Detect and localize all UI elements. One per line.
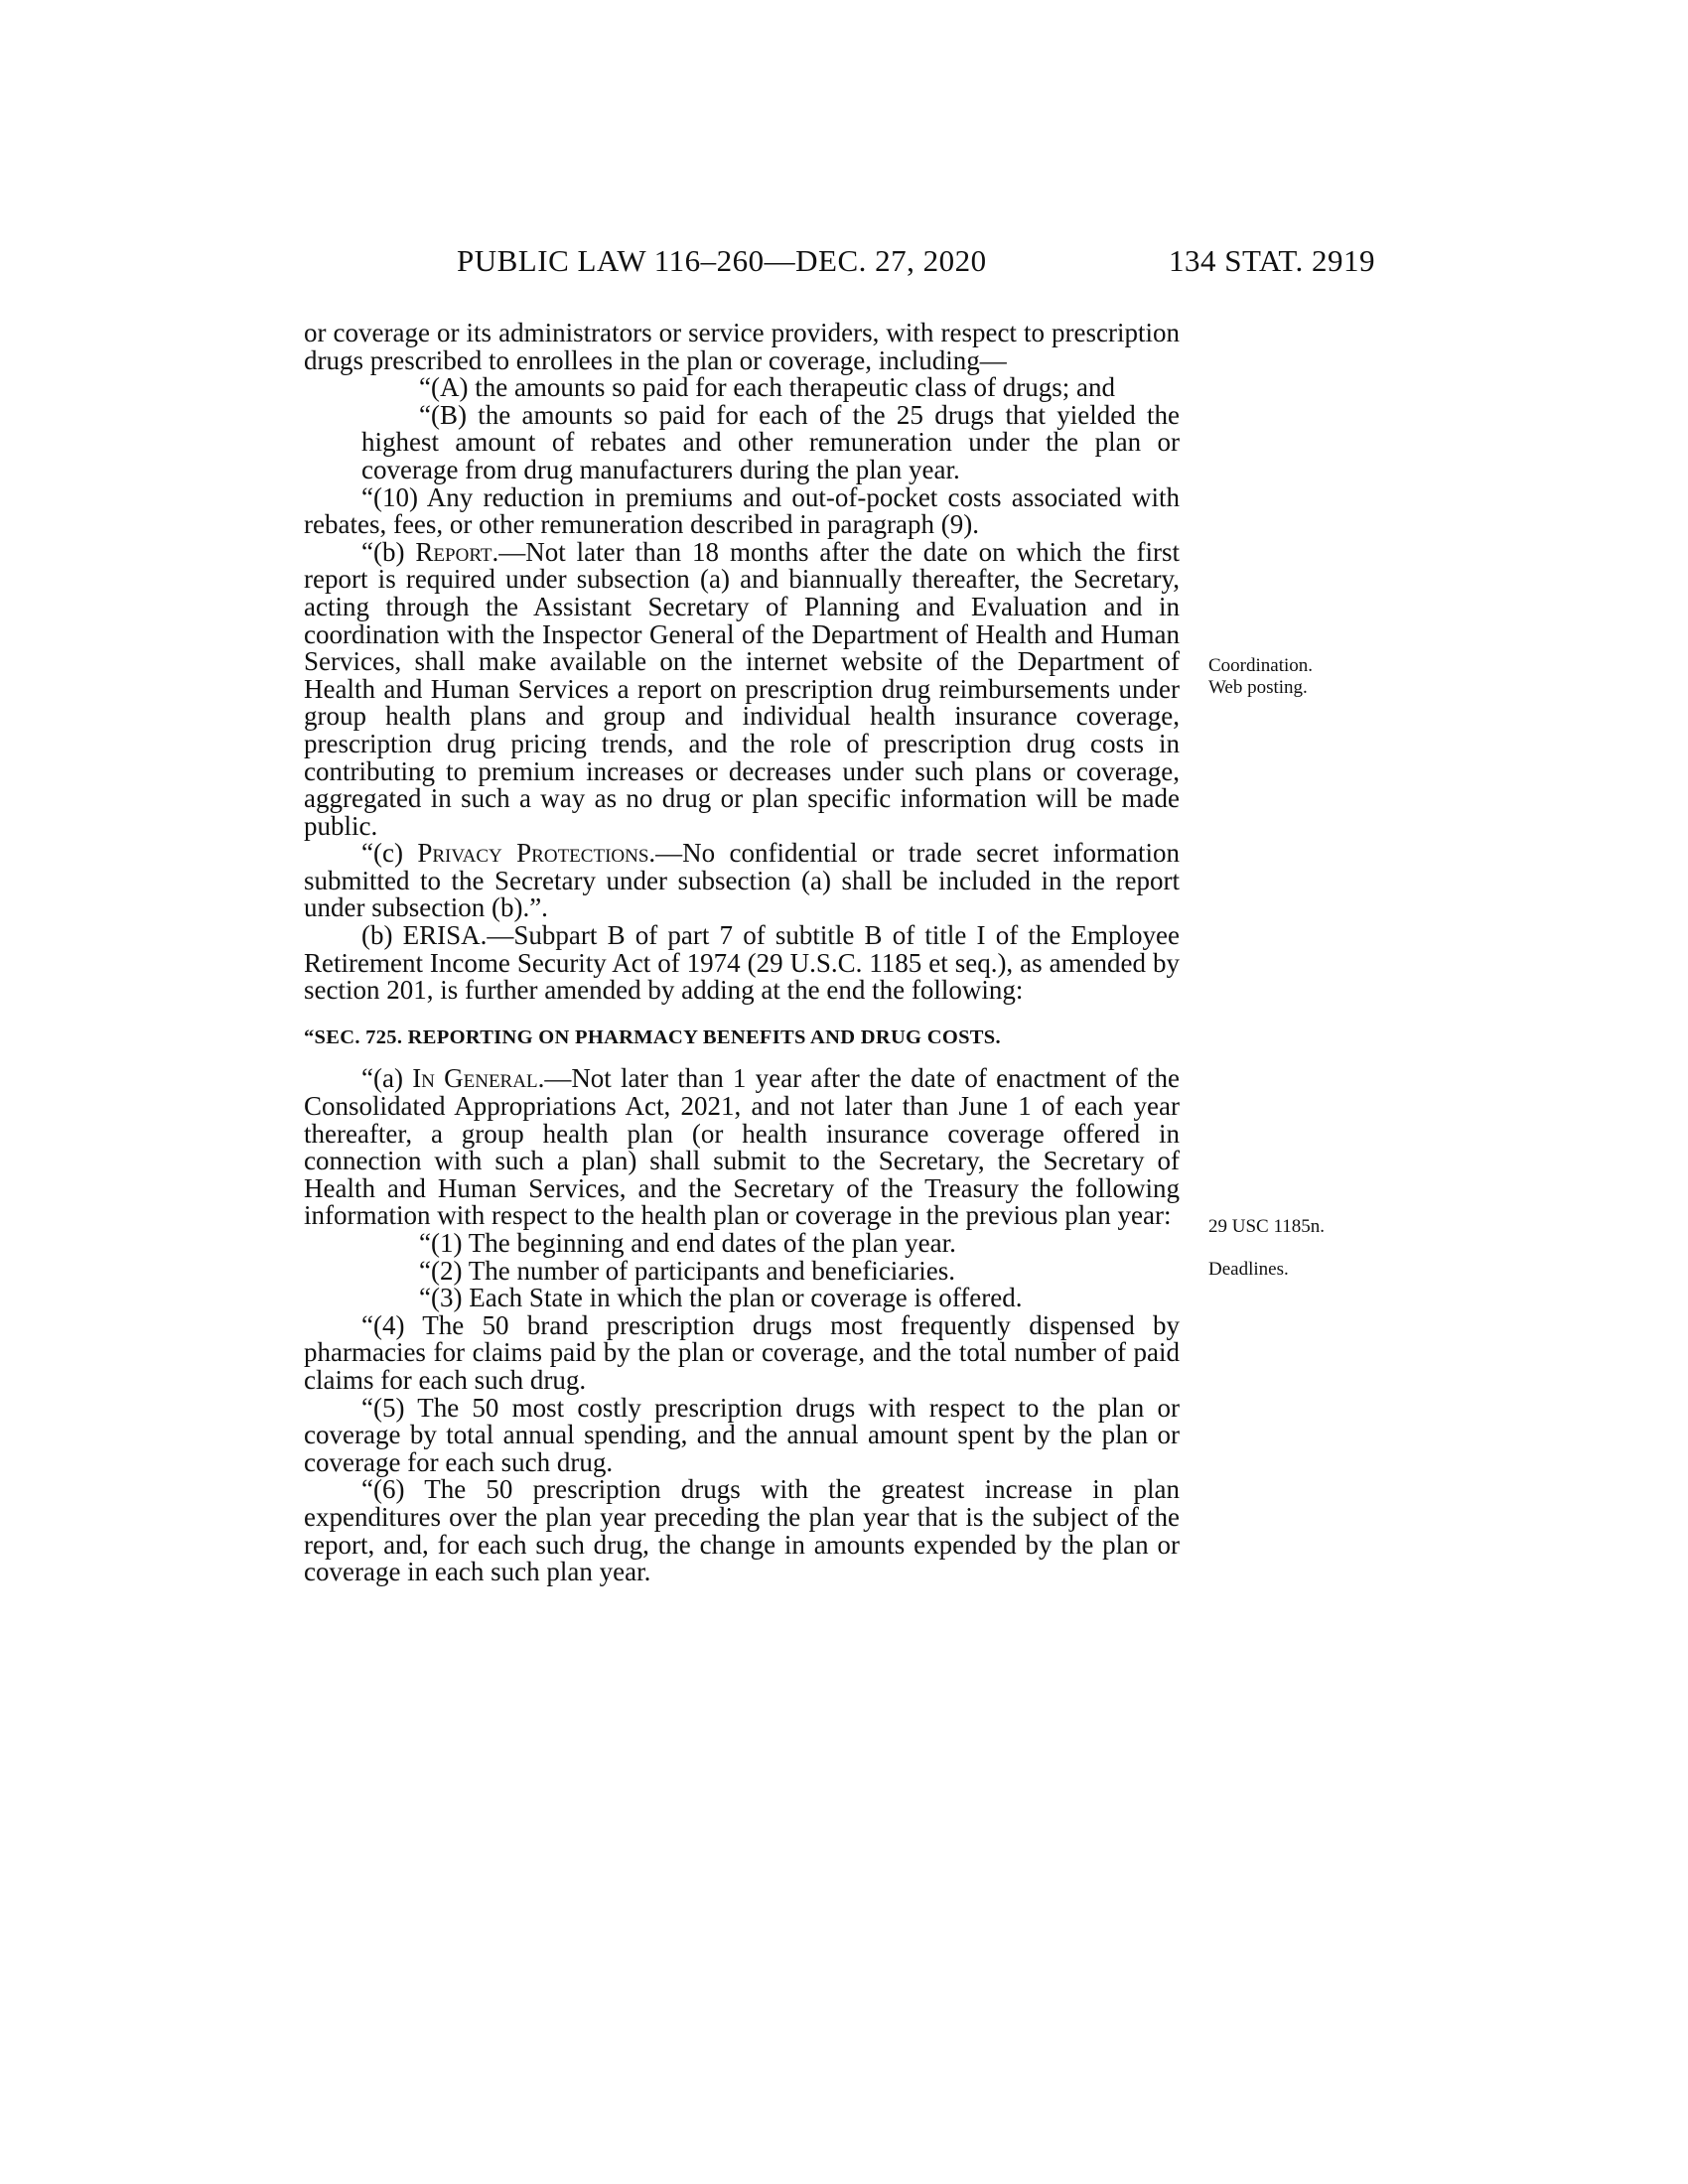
margin-note-usc-text: 29 USC 1185n. <box>1208 1216 1326 1237</box>
list-item-1: “(1) The beginning and end dates of the plan year. <box>419 1228 956 1258</box>
paragraph-subitem-a: “(A) the amounts so paid for each therapeutic class of drugs; and <box>419 372 1116 403</box>
list-item-6: “(6) The 50 prescription drugs with the greatest increase in plan expenditures over the plan year preceding the plan year that is the subject of the report, and, for each such drug, the change in amounts expended by the plan or coverage in each such plan year. <box>304 1474 1180 1587</box>
subsection-b-text: .—Not later than 18 months after the date on which the first report is required under subsection (a) and biannually thereafter, the Secretary, acting through the Assistant Secretary of Planning and Evaluation and in coordination with the Inspector General of the Department of Health and Human Services, shall make available on the internet website of the Department of Health and Human Services a report on prescription drug reimbursements under group health plans and group and individual health insurance coverage, prescription drug pricing trends, and the role of prescription drug costs in contributing to premium increases or decreases under such plans or coverage, aggregated in such a way as no drug or plan specific information will be made public. <box>304 536 1181 841</box>
subsection-c-text: .—No confidential or trade secret information submitted to the Secretary under subsection (a) shall be included in the report under subsection (b).”. <box>304 838 1180 923</box>
list-item-4: “(4) The 50 brand prescription drugs most frequently dispensed by pharmacies for claims paid by the plan or coverage, and the total number of paid claims for each such drug. <box>304 1309 1180 1395</box>
list-item-3: “(3) Each State in which the plan or coverage is offered. <box>419 1283 1023 1313</box>
subsection-b-prefix: “(b) <box>361 536 416 567</box>
page-header <box>457 243 1375 283</box>
paragraph-subitem-b: “(B) the amounts so paid for each of the 25 drugs that yielded the highest amount of rebates and other remuneration under the plan or coverage from drug manufacturers during the plan year. <box>361 399 1180 484</box>
paragraph-item-10: “(10) Any reduction in premiums and out-of-pocket costs associated with rebates, fees, or other remuneration described in paragraph (9). <box>304 481 1180 540</box>
paragraph-erisa: (b) ERISA.—Subpart B of part 7 of subtitle B of title I of the Employee Retirement Income Security Act of 1974 (29 U.S.C. 1185 et seq.), as amended by section 201, is further amended by adding at the end the following: <box>304 920 1180 1006</box>
margin-note-deadlines-text: Deadlines. <box>1208 1259 1289 1280</box>
section-heading: “SEC. 725. REPORTING ON PHARMACY BENEFITS AND DRUG COSTS. <box>304 1025 1001 1048</box>
subsection-b-heading: Report <box>415 536 492 567</box>
list-item-2: “(2) The number of participants and beneficiaries. <box>419 1255 956 1286</box>
list-item-5: “(5) The 50 most costly prescription drugs with respect to the plan or coverage by total annual spending, and the annual amount spent by the plan or coverage for each such drug. <box>304 1392 1180 1477</box>
margin-note-usc <box>1208 1216 1325 1238</box>
margin-note-deadlines <box>1208 1259 1289 1281</box>
margin-note-coordination-line: Coordination. <box>1208 655 1314 676</box>
header-title: PUBLIC LAW 116–260—DEC. 27, 2020 <box>457 243 987 278</box>
margin-note-coordination <box>1208 655 1313 699</box>
subsection-c-prefix: “(c) <box>361 838 418 869</box>
subsection-a-text: .—Not later than 1 year after the date of enactment of the Consolidated Appropriations Act, 2021, and not later than June 1 of each year thereafter, a group health plan (or health insurance coverage offered in connection with such a plan) shall submit to the Secretary, the Secretary of Health and Human Services, and the Secretary of the Treasury the following information with respect to the health plan or coverage in the previous plan year: <box>304 1063 1180 1231</box>
margin-note-web-posting-line: Web posting. <box>1208 677 1308 698</box>
header-stat-citation: 134 STAT. 2919 <box>1168 243 1375 278</box>
subsection-a-heading: In General <box>412 1063 538 1094</box>
paragraph-subsection-a <box>304 1065 1180 1230</box>
paragraph-subsection-b <box>304 536 1181 841</box>
subsection-a-prefix: “(a) <box>361 1063 413 1094</box>
subsection-c-heading: Privacy Protections <box>417 838 649 869</box>
body-text <box>304 320 1180 1586</box>
paragraph-subsection-c <box>304 840 1180 922</box>
paragraph-continuation: or coverage or its administrators or service providers, with respect to prescription drugs prescribed to enrollees in the plan or coverage, including— <box>304 318 1180 375</box>
